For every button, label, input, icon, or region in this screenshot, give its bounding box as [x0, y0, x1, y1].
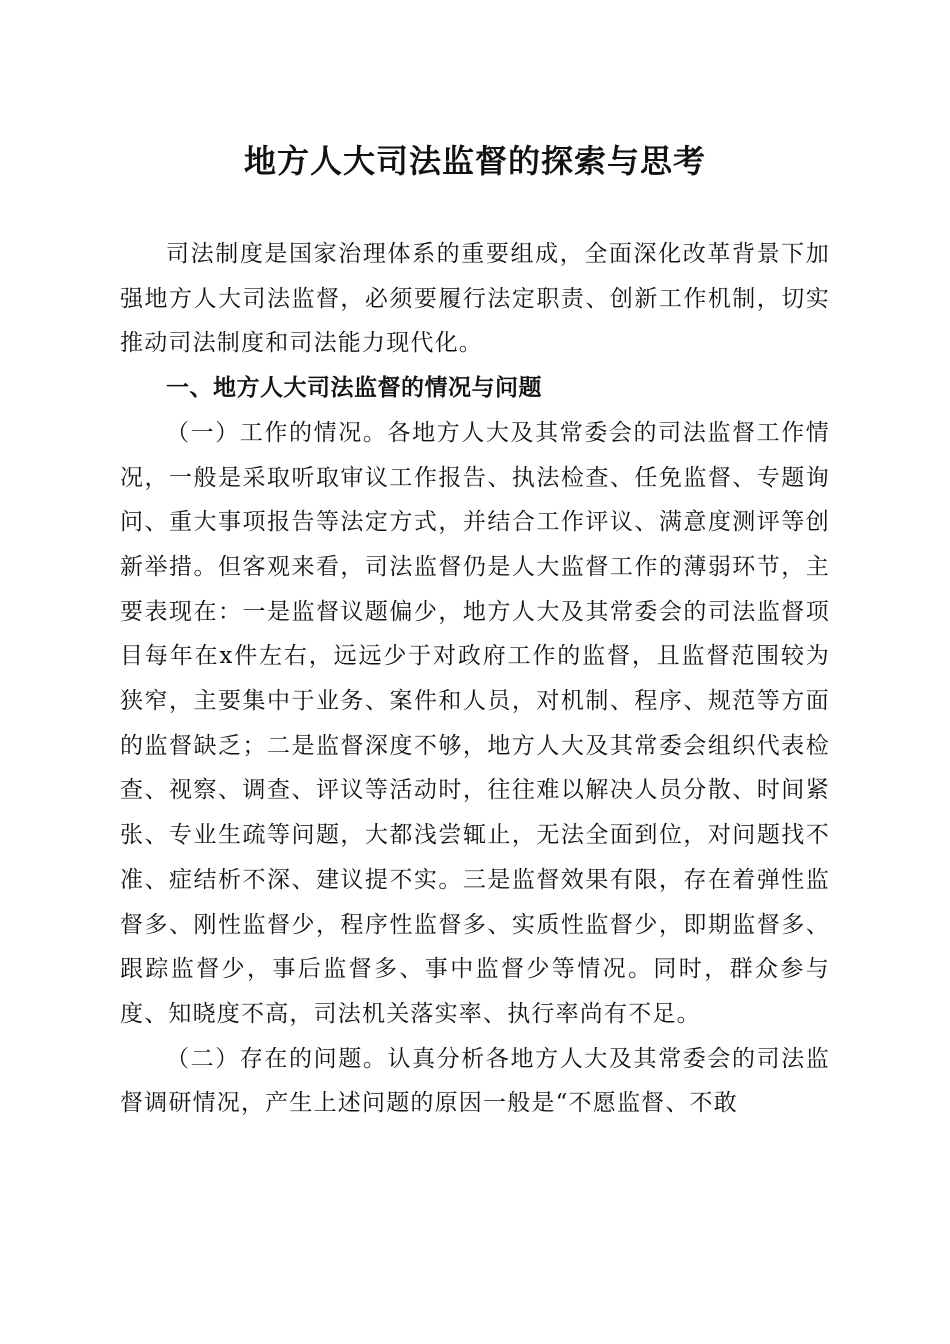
work-situation-paragraph: （一）工作的情况。各地方人大及其常委会的司法监督工作情况，一般是采取听取审议工作报告、执法检查、任免监督、专题询问、重大事项报告等法定方式，并结合工作评议、满意度测评等创新举措。但客观来看，司法监督仍是人大监督工作的薄弱环节，主要表现在：一是监督议题偏少，地方人大及其常委会的司法监督项目每年在x件左右，远远少于对政府工作的监督，且监督范围较为狭窄，主要集中于业务、案件和人员，对机制、程序、规范等方面的监督缺乏；二是监督深度不够，地方人大及其常委会组织代表检查、视察、调查、评议等活动时，往往难以解决人员分散、时间紧张、专业生疏等问题，大都浅尝辄止，无法全面到位，对问题找不准、症结析不深、建议提不实。三是监督效果有限，存在着弹性监督多、刚性监督少，程序性监督多、实质性监督少，即期监督多、跟踪监督少，事后监督多、事中监督少等情况。同时，群众参与度、知晓度不高，司法机关落实率、执行率尚有不足。: [120, 419, 830, 1027]
section-heading: 一、地方人大司法监督的情况与问题: [166, 375, 542, 402]
document-body: [120, 232, 830, 1126]
existing-problems-paragraph: （二）存在的问题。认真分析各地方人大及其常委会的司法监督调研情况，产生上述问题的原因一般是“不愿监督、不敢: [120, 1045, 830, 1117]
document-title: 地方人大司法监督的探索与思考: [243, 142, 706, 180]
intro-paragraph: 司法制度是国家治理体系的重要组成，全面深化改革背景下加强地方人大司法监督，必须要履行法定职责、创新工作机制，切实推动司法制度和司法能力现代化。: [120, 241, 830, 357]
